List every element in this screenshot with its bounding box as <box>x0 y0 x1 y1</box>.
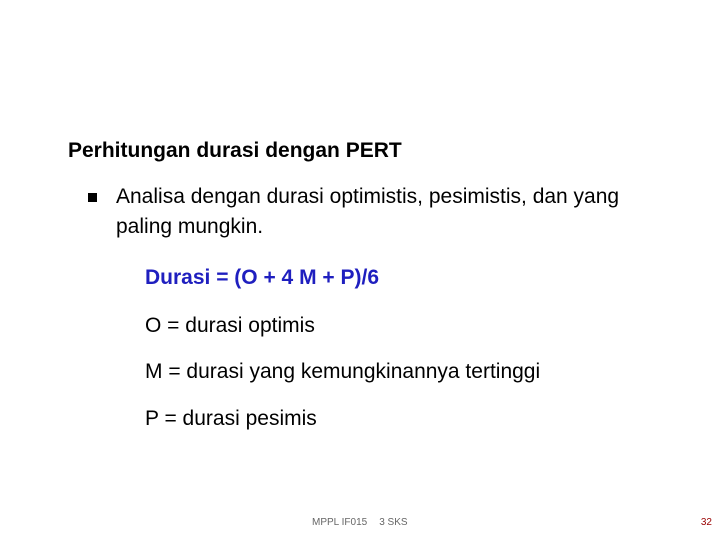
footer-course: MPPL IF015 <box>312 517 368 528</box>
page-number: 32 <box>700 517 712 528</box>
formula-main: Durasi = (O + 4 M + P)/6 <box>145 266 380 289</box>
formula-definition-m: M = durasi yang kemungkinannya tertinggi <box>145 360 541 383</box>
footer-credits: 3 SKS <box>379 517 408 528</box>
square-bullet-icon <box>88 182 116 242</box>
slide-heading: Perhitungan durasi dengan PERT <box>68 139 402 162</box>
formula-definition-p: P = durasi pesimis <box>145 407 317 430</box>
bullet-text: Analisa dengan durasi optimistis, pesimistis, dan yang paling mungkin. <box>116 185 620 238</box>
footer-info <box>312 517 408 528</box>
formula-definition-o: O = durasi optimis <box>145 314 315 337</box>
bullet-item <box>88 182 688 242</box>
